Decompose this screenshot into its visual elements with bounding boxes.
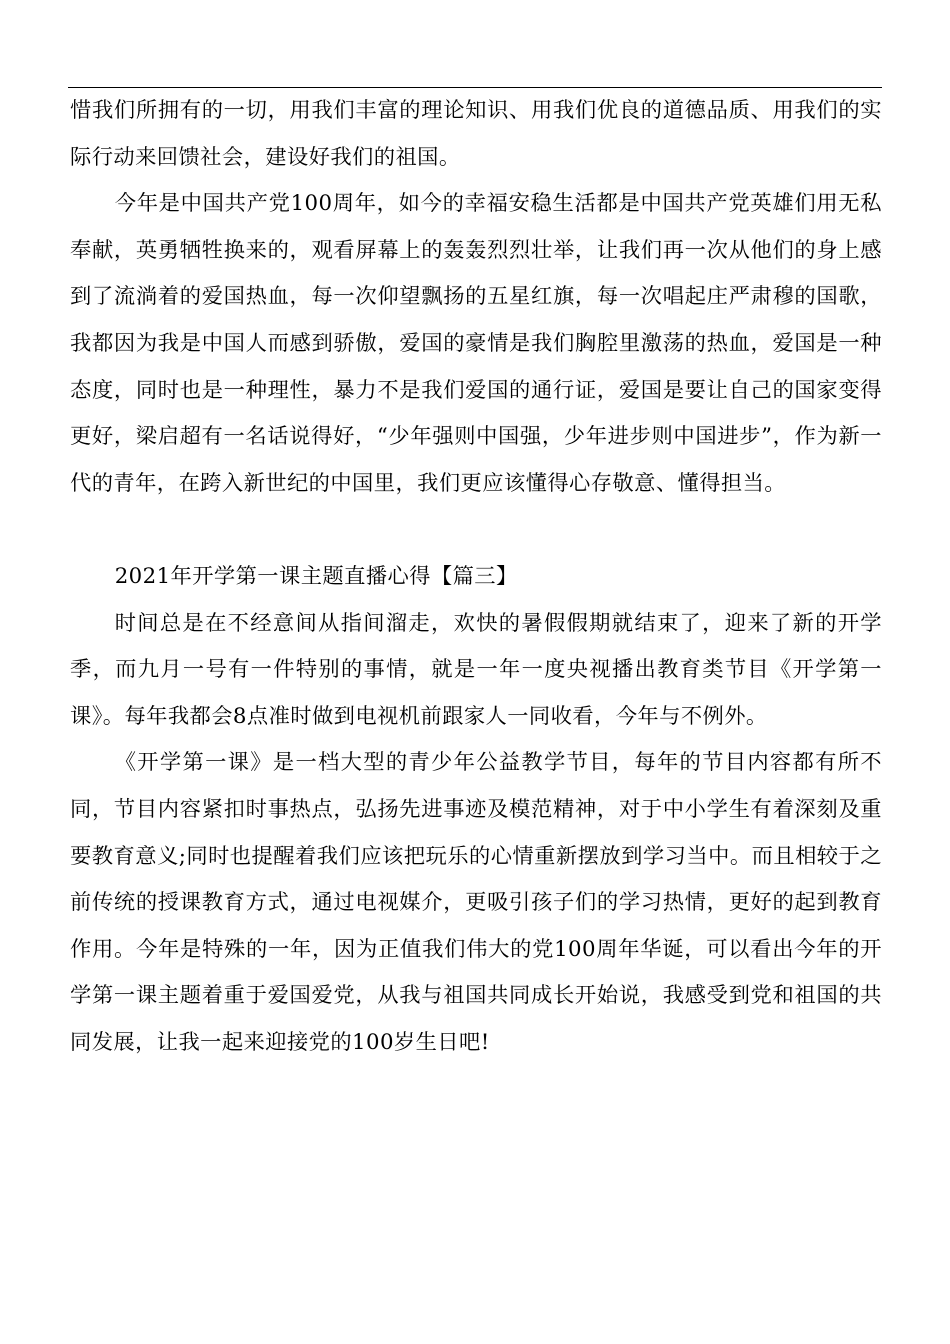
paragraph-program-description: 《开学第一课》是一档大型的青少年公益教学节目，每年的节目内容都有所不同，节目内容紧扣时事热点，弘扬先进事迹及模范精神，对于中小学生有着深刻及重要教育意义;同时也提醒着我们应该把玩乐的心情重新摆放到学习当中。而且相较于之前传统的授课教育方式，通过电视媒介，更吸引孩子们的学习热情，更好的起到教育作用。今年是特殊的一年，因为正值我们伟大的党100周年华诞，可以看出今年的开学第一课主题着重于爱国爱党，从我与祖国共同成长开始说，我感受到党和祖国的共同发展，让我一起来迎接党的100岁生日吧! — [70, 750, 882, 1055]
section-spacer — [70, 507, 882, 554]
section-heading: 2021年开学第一课主题直播心得【篇三】 — [114, 563, 518, 589]
paragraph-new-semester: 时间总是在不经意间从指间溜走，欢快的暑假假期就结束了，迎来了新的开学季，而九月一号有一件特别的事情，就是一年一度央视播出教育类节目《开学第一课》。每年我都会8点准时做到电视机前跟家人一同收看，今年与不例外。 — [70, 610, 882, 729]
document-body — [70, 88, 882, 1066]
paragraph-continued: 惜我们所拥有的一切，用我们丰富的理论知识、用我们优良的道德品质、用我们的实际行动来回馈社会，建设好我们的祖国。 — [70, 98, 882, 170]
paragraph-party-centenary: 今年是中国共产党100周年，如今的幸福安稳生活都是中国共产党英雄们用无私奉献，英勇牺牲换来的，观看屏幕上的轰轰烈烈壮举，让我们再一次从他们的身上感到了流淌着的爱国热血，每一次仰望飘扬的五星红旗，每一次唱起庄严肃穆的国歌，我都因为我是中国人而感到骄傲，爱国的豪情是我们胸腔里激荡的热血，爱国是一种态度，同时也是一种理性，暴力不是我们爱国的通行证，爱国是要让自己的国家变得更好，梁启超有一名话说得好，“少年强则中国强，少年进步则中国进步”，作为新一代的青年，在跨入新世纪的中国里，我们更应该懂得心存敬意、懂得担当。 — [70, 191, 882, 496]
